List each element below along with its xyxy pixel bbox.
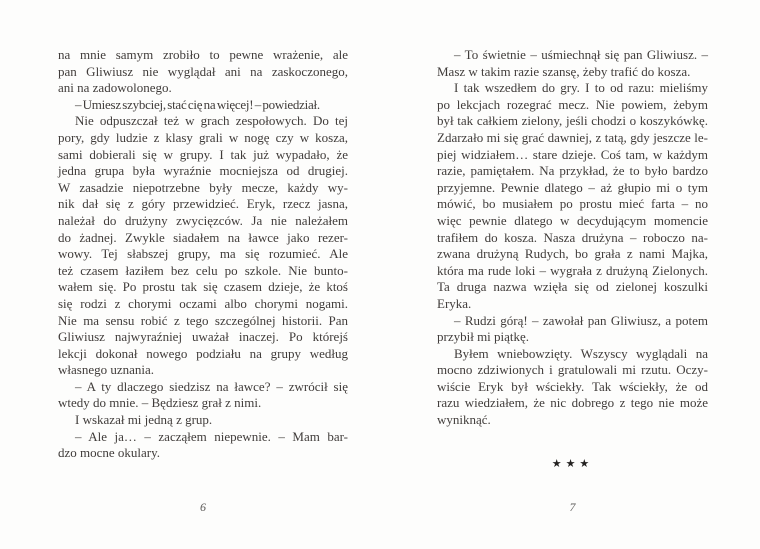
text-line: pan Gliwiusz nie wyglądał ani na zaskoczonego, (58, 63, 348, 79)
text-line: ani na zadowolonego. (58, 80, 172, 96)
text-line: – Ale ja… – zacząłem niepewnie. – Mam bar- (75, 428, 348, 444)
text-line: po lekcjach rozegrać mecz. Nie powiem, żebym (437, 96, 708, 112)
text-line: wiście Eryk był wściekły. Tak wściekły, że od (437, 378, 708, 394)
text-line: do żadnej. Zwykle siadałem na ławce jako rezer- (58, 229, 348, 245)
text-line: jedna grupa była wyraźnie mocniejsza od drugiej. (58, 163, 348, 179)
text-line: Byłem wniebowzięty. Wszyscy wyglądali na (454, 345, 708, 361)
text-line: się rodzi z chorymi oczami albo chorymi nogami. (58, 295, 348, 311)
text-line: razu wiedziałem, że nic dobrego z tego nie może (437, 395, 708, 411)
text-line: nik dał się z góry przewidzieć. Eryk, rzecz jasna, (58, 196, 348, 212)
text-line: Eryka. (437, 295, 472, 311)
text-line: – Umiesz szybciej, stać cię na więcej! – powiedział. (75, 96, 320, 112)
text-line: W zasadzie niepotrzebne były mecze, każdy wy- (58, 179, 348, 195)
text-line: która ma rude loki – wygrała z drużyną Zielonych. (437, 262, 708, 278)
text-line: więc pewnie dlatego w decydującym momencie (437, 212, 708, 228)
text-line: Masz w takim razie szansę, żeby trafić do kosza. (437, 63, 691, 79)
text-line: wałem się. Po prostu tak się czasem dzieje, że ktoś (58, 279, 348, 295)
text-line: należał do drużyny zwycięzców. Ja nie należałem (58, 212, 348, 228)
text-line: pory, gdy ludzie z klasy grali w nogę czy w kosza, (58, 129, 348, 145)
text-line: wtedy do mnie. – Będziesz grał z nimi. (58, 395, 262, 411)
text-line: mocno zdziwionych i gratulowali mi rzutu. Oczy- (437, 362, 708, 378)
text-line: własnego uznania. (58, 362, 155, 378)
text-line: trafiłem do kosza. Nasza drużyna – roboczo na- (437, 229, 708, 245)
text-line: – A ty dlaczego siedzisz na ławce? – zwrócił się (75, 378, 348, 394)
right-page-number: 7 (569, 500, 576, 514)
text-line: mówić, bo musiałem po prostu mieć farta – no (437, 196, 708, 212)
text-line: Zdarzało mi się grać dawniej, z tatą, gdy jeszcze le- (437, 129, 708, 145)
text-line: wowy. Tej słabszej grupy, ma się rozumieć. Ale (58, 246, 348, 262)
left-page-number: 6 (200, 500, 206, 514)
section-break-stars: ★★★ (551, 458, 594, 470)
text-line: wyniknąć. (437, 412, 491, 428)
text-line: Nie ma sensu robić z tego szczególnej historii. Pan (58, 312, 348, 328)
left-page-text (58, 47, 348, 462)
text-line: – Rudzi górą! – zawołał pan Gliwiusz, a potem (454, 312, 708, 328)
text-line: piej widziałem… stare dzieje. Coś tam, w każdym (437, 146, 708, 162)
text-line: był tak całkiem zielony, jeśli chodzi o koszykówkę. (437, 113, 708, 129)
text-line: Nie odpuszczał też w grach zespołowych. Do tej (75, 113, 348, 129)
text-line: sami dobierali się w grupy. I tak już wypadało, że (58, 146, 348, 162)
text-line: przybił mi piątkę. (437, 329, 530, 345)
text-line: Ta druga nazwa wzięła się od zielonej koszulki (437, 279, 708, 295)
text-line: dzo mocne okulary. (58, 445, 161, 461)
text-line: I wskazał mi jedną z grup. (75, 412, 213, 428)
text-line: zwana drużyną Rudych, bo grała z nami Majka, (437, 246, 708, 262)
text-line: I tak wszedłem do gry. I to od razu: mieliśmy (454, 80, 708, 96)
text-line: Gliwiusz najwyraźniej uważał inaczej. Po którejś (58, 329, 348, 345)
text-line: – To świetnie – uśmiechnął się pan Gliwiusz. – (454, 47, 708, 62)
text-line: przyjemne. Pewnie dlatego – aż głupio mi o tym (437, 179, 708, 195)
right-page-text (437, 47, 708, 429)
text-line: na mnie samym zrobiło to pewne wrażenie, ale (58, 47, 348, 62)
text-line: razie, pamiętałem. Na przykład, że to było bardzo (437, 163, 708, 179)
text-line: lekcji dokonał nowego podziału na grupy według (58, 345, 348, 361)
text-line: też czasem łaziłem bez celu po szkole. Nie bunto- (58, 262, 348, 278)
